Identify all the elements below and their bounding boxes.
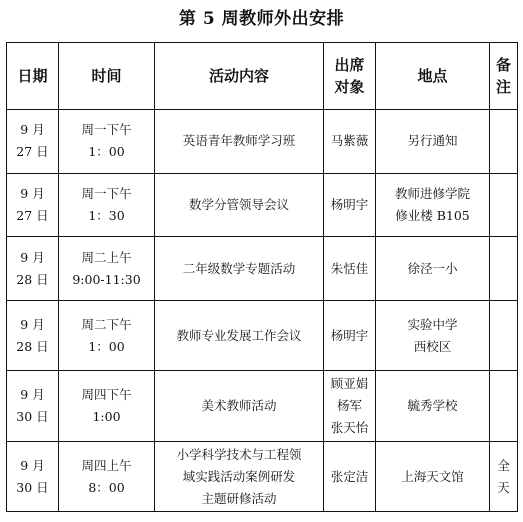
cell-time: 周一下午 1：00	[59, 110, 155, 174]
cell-activity: 教师专业发展工作会议	[155, 301, 324, 371]
cell-attendee: 杨明宇	[324, 173, 376, 237]
page-title: 第 5 周教师外出安排	[178, 9, 345, 29]
header-location: 地点	[376, 43, 490, 110]
cell-activity: 小学科学技术与工程领 域实践活动案例研发 主题研修活动	[155, 442, 324, 512]
table-row	[7, 301, 518, 371]
cell-attendee: 张定洁	[324, 442, 376, 512]
cell-time: 周四上午 8：00	[59, 442, 155, 512]
table-header-row	[7, 43, 518, 110]
cell-activity: 二年级数学专题活动	[155, 237, 324, 301]
header-activity: 活动内容	[155, 43, 324, 110]
cell-attendee: 马紫薇	[324, 110, 376, 174]
cell-date: 9 月 30 日	[7, 442, 59, 512]
cell-time: 周一下午 1：30	[59, 173, 155, 237]
cell-remark	[490, 371, 518, 442]
table-row	[7, 173, 518, 237]
cell-remark	[490, 301, 518, 371]
table-row	[7, 110, 518, 174]
cell-date: 9 月 30 日	[7, 371, 59, 442]
cell-activity: 美术教师活动	[155, 371, 324, 442]
table-row	[7, 371, 518, 442]
cell-remark	[490, 110, 518, 174]
header-attendee: 出席 对象	[324, 43, 376, 110]
cell-time: 周四下午 1:00	[59, 371, 155, 442]
cell-date: 9 月 27 日	[7, 110, 59, 174]
cell-attendee: 顾亚娟 杨军 张天怡	[324, 371, 376, 442]
cell-activity: 数学分管领导会议	[155, 173, 324, 237]
cell-location: 另行通知	[376, 110, 490, 174]
cell-location: 教师进修学院 修业楼 B105	[376, 173, 490, 237]
cell-attendee: 杨明宇	[324, 301, 376, 371]
cell-location: 实验中学 西校区	[376, 301, 490, 371]
cell-remark: 全 天	[490, 442, 518, 512]
cell-date: 9 月 27 日	[7, 173, 59, 237]
cell-remark	[490, 173, 518, 237]
cell-attendee: 朱恬佳	[324, 237, 376, 301]
schedule-table	[6, 42, 518, 512]
cell-date: 9 月 28 日	[7, 237, 59, 301]
table-row	[7, 237, 518, 301]
header-time: 时间	[59, 43, 155, 110]
cell-location: 上海天文馆	[376, 442, 490, 512]
table-row	[7, 442, 518, 512]
cell-activity: 英语青年教师学习班	[155, 110, 324, 174]
header-remark: 备 注	[490, 43, 518, 110]
cell-date: 9 月 28 日	[7, 301, 59, 371]
cell-location: 毓秀学校	[376, 371, 490, 442]
header-date: 日期	[7, 43, 59, 110]
cell-time: 周二下午 1：00	[59, 301, 155, 371]
cell-time: 周二上午 9:00-11:30	[59, 237, 155, 301]
cell-remark	[490, 237, 518, 301]
cell-location: 徐泾一小	[376, 237, 490, 301]
